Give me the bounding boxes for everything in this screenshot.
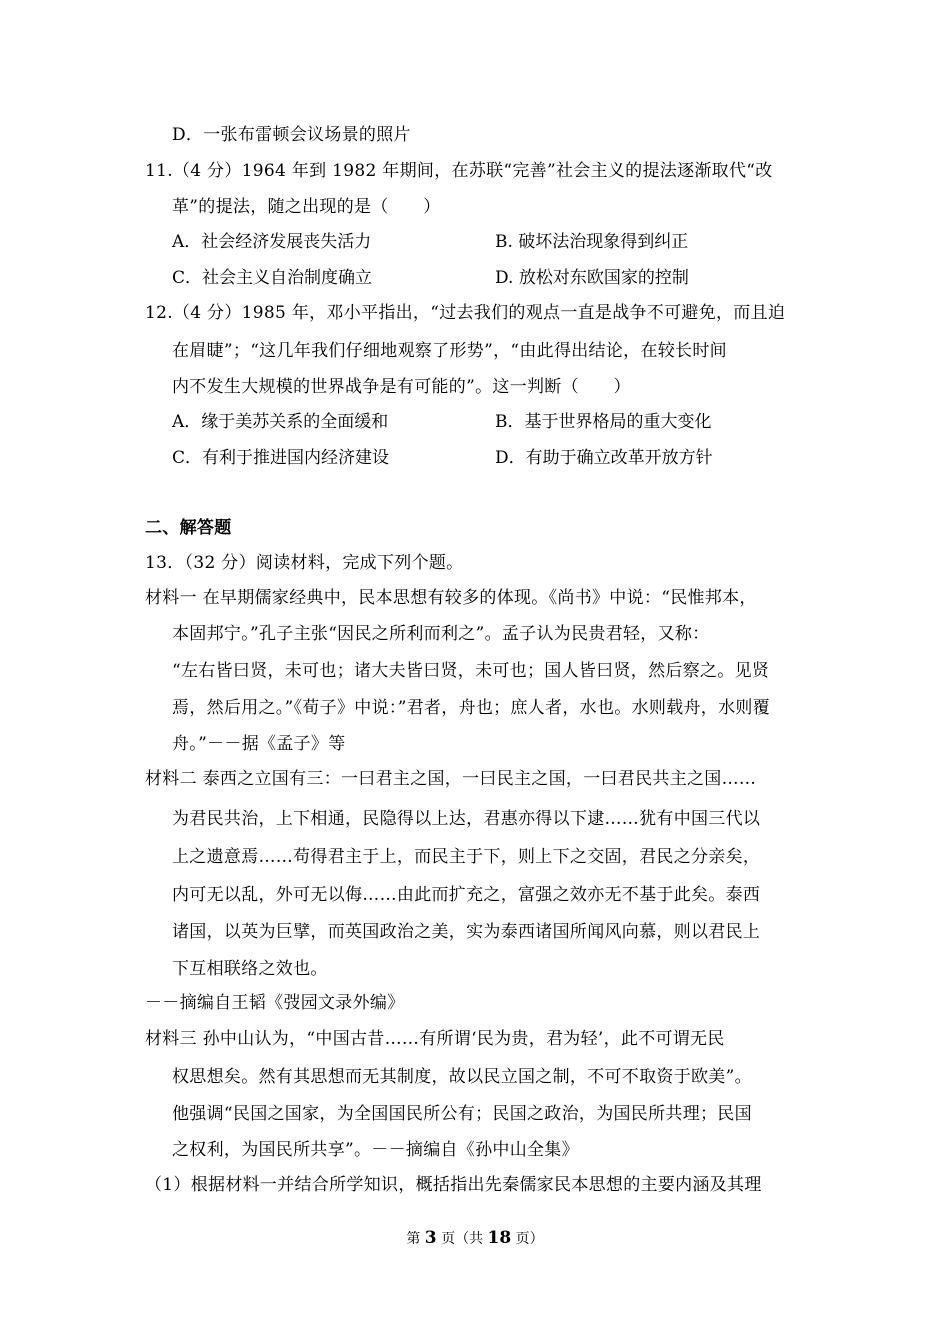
material1-line: 本固邦宁。”孔子主张“因民之所利而利之”。孟子认为民贵君轻，又称： (172, 624, 710, 644)
material2-line: 上之遗意焉……苟得君主于上，而民主于下，则上下之交固，君民之分亲矣， (172, 847, 761, 867)
q12-option-c: C．有利于推进国内经济建设 (172, 448, 390, 468)
material2-line: 为君民共治，上下相通，民隐得以上达，君惠亦得以下逮……犹有中国三代以 (172, 809, 761, 829)
q12-option-a: A．缘于美苏关系的全面缓和 (172, 412, 389, 432)
q13-intro: 13．（32 分）阅读材料，完成下列个题。 (145, 553, 464, 573)
q12-option-d: D．有助于确立改革开放方针 (495, 448, 713, 468)
q11-option-c: C．社会主义自治制度确立 (172, 268, 373, 288)
material3-line: 材料三 孙中山认为，“中国古昔……有所谓‘民为贵，君为轻’，此不可谓无民 (145, 1029, 725, 1049)
q11-option-d: D. 放松对东欧国家的控制 (495, 268, 689, 288)
material2-line: 材料二 泰西之立国有三：一曰君主之国，一曰民主之国，一曰君民共主之国…… (145, 769, 757, 789)
footer-prefix: 第 (406, 1231, 425, 1247)
q11-option-a: A．社会经济发展丧失活力 (172, 232, 372, 252)
q11-option-b: B. 破坏法治现象得到纠正 (495, 232, 689, 252)
page-footer (0, 1228, 950, 1249)
material1-line: 舟。”－－据《孟子》等 (172, 734, 346, 754)
footer-suffix: 页） (511, 1231, 544, 1247)
q13-subquestion-1: （1）根据材料一并结合所学知识，概括指出先秦儒家民本思想的主要内涵及其理 (145, 1175, 762, 1195)
footer-total-pages: 18 (487, 1228, 512, 1248)
q12-stem-line3: 内不发生大规模的世界战争是有可能的”。这一判断（ ） (172, 377, 631, 397)
material2-source: －－摘编自王韬《弢园文录外编》 (145, 993, 405, 1013)
material3-line: 权思想矣。然有其思想而无其制度，故以民立国之制，不可不取资于欧美”。 (172, 1067, 752, 1087)
material1-line: 焉，然后用之。”《荀子》中说：”君者，舟也；庶人者，水也。水则载舟，水则覆 (172, 698, 770, 718)
q12-stem-line1: 12.（4 分）1985 年，邓小平指出，“过去我们的观点一直是战争不可避免，而且迫 (145, 303, 786, 323)
material1-line: 材料一 在早期儒家经典中，民本思想有较多的体现。《尚书》中说：“民惟邦本， (145, 588, 757, 608)
q11-stem-line1: 11.（4 分）1964 年到 1982 年期间，在苏联“完善”社会主义的提法逐渐取代“改 (145, 161, 773, 181)
material3-line: 之权利，为国民所共享”。－－摘编自《孙中山全集》 (172, 1140, 579, 1160)
material2-line: 诸国，以英为巨擘，而英国政治之美，实为泰西诸国所闻风向慕，则以君民上 (172, 922, 761, 942)
section-heading: 二、解答题 (145, 518, 232, 538)
q11-stem-line2: 革”的提法，随之出现的是（ ） (172, 197, 441, 217)
material1-line: “左右皆曰贤，未可也；诸大夫皆曰贤，未可也；国人皆曰贤，然后察之。见贤 (172, 661, 770, 681)
material2-line: 下互相联络之效也。 (172, 959, 328, 979)
q10-option-d: D．一张布雷顿会议场景的照片 (172, 125, 411, 145)
q12-stem-line2: 在眉睫”；“这几年我们仔细地观察了形势”，“由此得出结论，在较长时间 (172, 341, 727, 361)
material2-line: 内可无以乱，外可无以侮……由此而扩充之，富强之效亦无不基于此矣。泰西 (172, 885, 761, 905)
material3-line: 他强调“民国之国家，为全国国民所公有；民国之政治，为国民所共理；民国 (172, 1104, 752, 1124)
q12-option-b: B．基于世界格局的重大变化 (495, 412, 712, 432)
footer-page-number: 3 (424, 1228, 437, 1248)
footer-middle: 页（共 (436, 1231, 488, 1247)
